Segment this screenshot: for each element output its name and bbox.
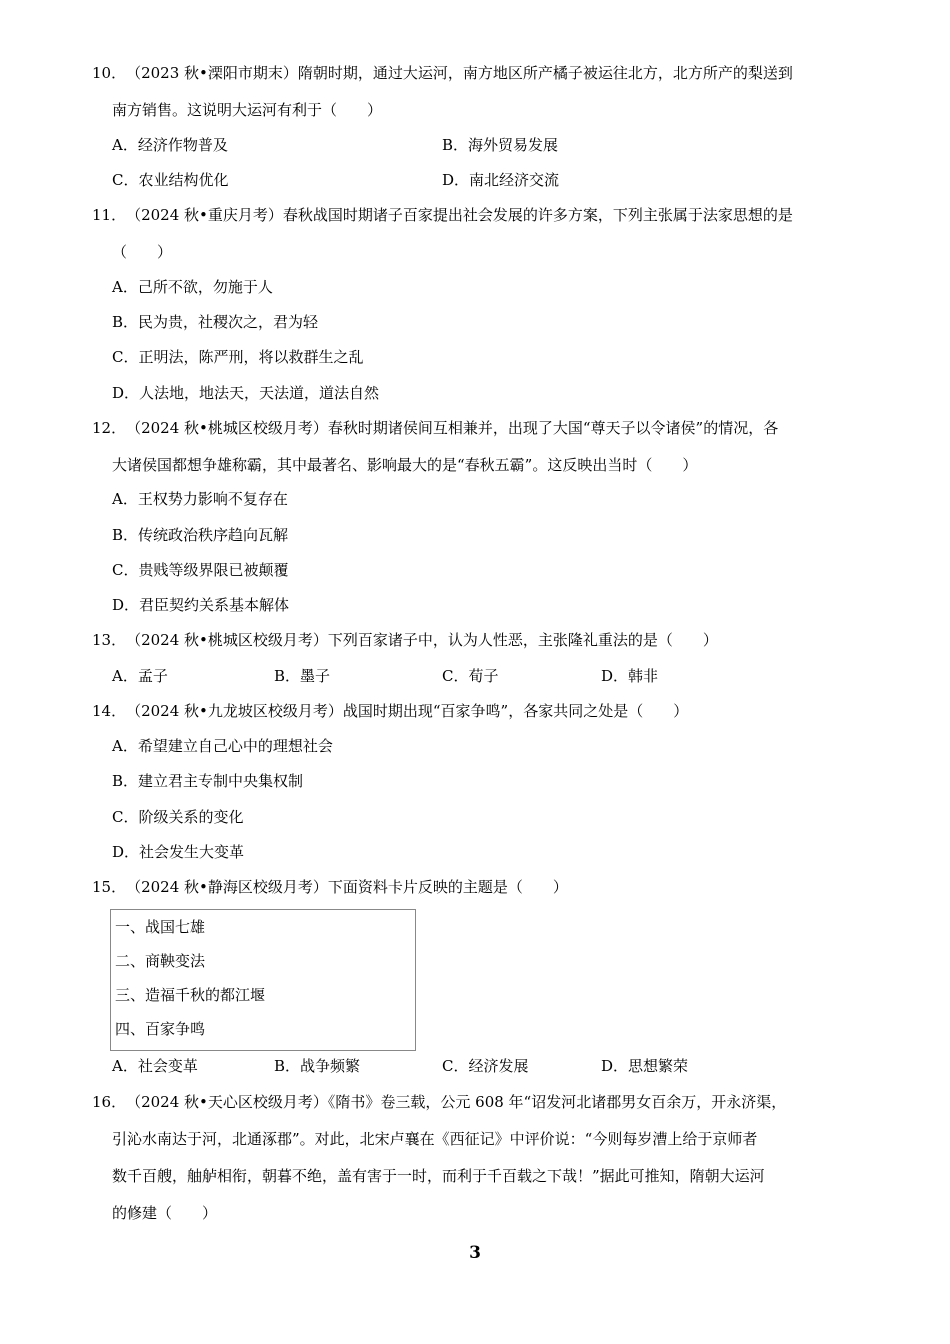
option-d: D．人法地，地法天，天法道，道法自然 [112,384,380,402]
question-10-line1 [92,63,793,83]
question-10-line2: 南方销售。这说明大运河有利于（ ） [112,101,383,119]
question-text: （2024 秋•九龙坡区校级月考）战国时期出现“百家争鸣”，各家共同之处是（ ） [126,702,689,720]
option-b: B．传统政治秩序趋向瓦解 [112,526,289,544]
question-number: 11． [92,206,127,224]
option-a: A．孟子 [112,667,168,685]
question-14-line1 [92,701,688,721]
question-number: 14． [92,702,127,720]
option-d: D．思想繁荣 [601,1057,689,1075]
option-d: D．南北经济交流 [442,171,560,189]
option-a: A．社会变革 [112,1057,198,1075]
card-item: 二、商鞅变法 [115,952,206,970]
option-a: A．希望建立自己心中的理想社会 [112,737,333,755]
question-16-line1 [92,1092,786,1112]
question-number: 13． [92,631,127,649]
question-12-line1 [92,418,778,438]
option-b: B．战争频繁 [274,1057,361,1075]
question-12-line2: 大诸侯国都想争雄称霸，其中最著名、影响最大的是“春秋五霸”。这反映出当时（ ） [112,456,698,474]
question-16-line2: 引沁水南达于河，北通涿郡”。对此，北宋卢襄在《西征记》中评价说：“今则每岁漕上给于京师者 [112,1130,758,1148]
option-c: C．经济发展 [442,1057,529,1075]
card-item: 一、战国七雄 [115,918,206,936]
option-c: C．贵贱等级界限已被颠覆 [112,561,289,579]
question-text: （2024 秋•天心区校级月考）《隋书》卷三载，公元 608 年“诏发河北诸郡男女百余万，开永济渠， [126,1093,787,1111]
option-b: B．建立君主专制中央集权制 [112,772,304,790]
option-a: A．己所不欲，勿施于人 [112,278,273,296]
option-c: C．农业结构优化 [112,171,229,189]
option-b: B．民为贵，社稷次之，君为轻 [112,313,319,331]
page-number: 3 [469,1243,481,1263]
question-number: 16． [92,1093,127,1111]
question-13-line1 [92,630,718,650]
question-text: （2023 秋•溧阳市期末）隋朝时期，通过大运河，南方地区所产橘子被运往北方，北方所产的梨送到 [126,64,793,82]
option-a: A．王权势力影响不复存在 [112,490,288,508]
question-text: （2024 秋•静海区校级月考）下面资料卡片反映的主题是（ ） [126,878,568,896]
option-d: D．君臣契约关系基本解体 [112,596,290,614]
question-number: 12． [92,419,127,437]
question-11-line2: （ ） [112,243,173,261]
option-c: C．阶级关系的变化 [112,808,244,826]
option-a: A．经济作物普及 [112,136,228,154]
question-15-line1 [92,877,568,897]
question-number: 15． [92,878,127,896]
question-text: （2024 秋•重庆月考）春秋战国时期诸子百家提出社会发展的许多方案，下列主张属于法家思想的是 [126,206,793,224]
question-16-line3: 数千百艘，舳舻相衔，朝暮不绝，盖有害于一时，而利于千百载之下哉！”据此可推知，隋朝大运河 [112,1167,765,1185]
question-number: 10． [92,64,127,82]
question-text: （2024 秋•桃城区校级月考）下列百家诸子中，认为人性恶，主张隆礼重法的是（ ） [126,631,718,649]
option-c: C．正明法，陈严刑，将以救群生之乱 [112,348,364,366]
card-item: 三、造福千秋的都江堰 [115,986,266,1004]
card-item: 四、百家争鸣 [115,1020,206,1038]
option-d: D．社会发生大变革 [112,843,245,861]
option-b: B．海外贸易发展 [442,136,559,154]
option-d: D．韩非 [601,667,659,685]
option-c: C．荀子 [442,667,499,685]
question-text: （2024 秋•桃城区校级月考）春秋时期诸侯间互相兼并，出现了大国“尊天子以令诸侯”的情况，各 [126,419,779,437]
question-16-line4: 的修建（ ） [112,1204,218,1222]
option-b: B．墨子 [274,667,331,685]
question-11-line1 [92,205,793,225]
info-card [110,909,416,1051]
